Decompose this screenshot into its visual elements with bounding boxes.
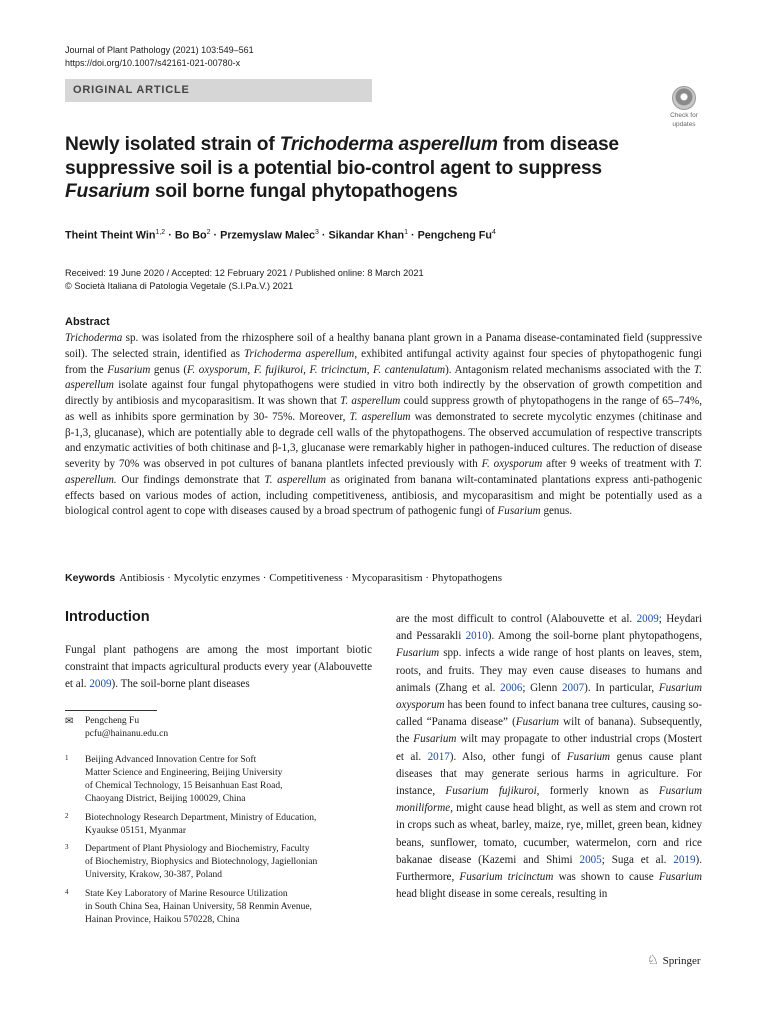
- author-name[interactable]: Przemyslaw Malec: [220, 229, 315, 242]
- keywords-label: Keywords: [65, 572, 116, 584]
- springer-horse-icon: ♘: [647, 952, 659, 967]
- title-text: Newly isolated strain of: [65, 134, 280, 155]
- publication-dates: [65, 267, 424, 293]
- author-name[interactable]: Sikandar Khan: [328, 229, 405, 242]
- publisher-name: Springer: [662, 955, 701, 967]
- author-affiliation: 1: [404, 229, 408, 236]
- citation-link[interactable]: 2019: [673, 853, 696, 866]
- affiliation-number: 3: [65, 843, 69, 851]
- publisher-logo: [647, 952, 701, 968]
- author-name[interactable]: Pengcheng Fu: [417, 229, 492, 242]
- abstract-heading: Abstract: [65, 316, 110, 328]
- introduction-paragraph-left: Fungal plant pathogens are among the most important biotic constraint that impacts agricultural products every year (Alabouvette et al. 2009). The soil-borne plant diseases: [65, 644, 372, 691]
- abstract-body: Trichoderma sp. was isolated from the rhizosphere soil of a healthy banana plant grown in a Panama disease-contaminated field (suppressive soil). The selected strain, identified as Trichoderma asperellum, exhibited antifungal activity against four species of phytopathogenic fungi from the Fusarium genus (F. oxysporum, F. fujikuroi, F. tricinctum, F. cantenulatum). Antagonism related mechanisms associated with the T. asperellum isolate against four fungal phytopathogens were studied in vitro both indirectly by the observation of growth competition and directly by antibiosis and mycoparasitism. It was shown that T. asperellum could suppress growth of phytopathogens in the range of 65–74%, as well as inhibits spore germination by 30- 75%. Moreover, T. asperellum was demonstrated to secrete mycolytic enzymes (chitinase and β-1,3, glucanase), which are potentially able to degrade cell walls of the phytopathogens. The observed accumulation of respective transcripts and enzymatic activities of both chitinase and β-1,3, glucanase were remarkably higher in pathogen-induced cultures. The reduction of disease severity by 70% was observed in pot cultures of banana plantlets infected previously with F. oxysporum after 9 weeks of treatment with T. asperellum. Our findings demonstrate that T. asperellum as originated from banana wilt-contaminated plantations express anti-pathogenic effects based on various modes of action, including competitiveness, antibiosis, and mycoparasitism and might be potentially used as a biological control agent to cope with diseases caused by a broad spectrum of pathogenic fungi of Fusarium genus.: [65, 332, 703, 518]
- author-list: Theint Theint Win$^{1,2}$ · Bo $Bo^2$ · Przemyslaw Malec$^3$ · Sikandar Khan$^1$ · Pengcheng Fu$^4$: [65, 229, 496, 242]
- journal-header: [65, 44, 254, 70]
- author-affiliation: 1,2: [155, 229, 166, 236]
- author-name[interactable]: Bo Bo: [174, 229, 207, 242]
- title-text: from disease suppressive soil is a potential bio-control agent to suppress: [65, 134, 619, 179]
- footnote-divider: [65, 710, 157, 711]
- citation-link[interactable]: 2017: [427, 750, 450, 763]
- title-text: soil borne fungal phytopathogens: [149, 181, 458, 202]
- section-heading-introduction: Introduction: [65, 609, 150, 625]
- citation-link[interactable]: 2005: [579, 853, 602, 866]
- author-name[interactable]: Theint Theint Win: [65, 229, 156, 242]
- affiliation-number: 2: [65, 812, 69, 820]
- correspondence-email[interactable]: pcfu@hainanu.edu.cn: [85, 729, 169, 739]
- published-online: / Published online: 8 March 2021: [287, 268, 424, 278]
- citation-link[interactable]: 2006: [500, 681, 523, 694]
- citation-link[interactable]: 2009: [636, 613, 659, 625]
- title-italic: Trichoderma asperellum: [279, 134, 498, 155]
- correspondence-name: Pengcheng Fu: [85, 716, 140, 726]
- affiliation-number: 1: [65, 754, 69, 762]
- received-accepted: Received: 19 June 2020 / Accepted: 12 February 2021: [65, 268, 288, 278]
- citation-link[interactable]: 2007: [561, 681, 585, 694]
- author-affiliation: 3: [314, 229, 319, 236]
- article-type-label: ORIGINAL ARTICLE: [73, 84, 190, 96]
- affiliation-number: 4: [65, 888, 69, 896]
- keywords: [65, 572, 502, 584]
- title-italic: Fusarium: [65, 181, 150, 202]
- crossmark-label-1: Check for: [670, 112, 698, 119]
- introduction-paragraph-right: are the most difficult to control (Alabouvette et al. 2009; Heydari and Pessarakli 2010). Among the soil-borne plant phytopathogens, Fusarium spp. infects a wide range of host plants on leaves, stem, roots, and fruits. They may even cause diseases to humans and animals (Zhang et al. 2006; Glenn 2007). In particular, Fusarium oxysporum has been found to infect banana tree cultures, causing so-called “Panama disease” (Fusarium wilt of banana). Subsequently, the Fusarium wilt may propagate to other industrial crops (Mostert et al. 2017). Also, other fungi of Fusarium genus cause plant diseases that may generate serious harms in agriculture. For instance, Fusarium fujikuroi, formerly known as Fusarium moniliforme, might cause head blight, as well as stem and crown rot in crops such as wheat, barley, maize, rye, millet, green bean, kidney beans, sunflower, tomato, cucumber, watermelon, corn and rice bakanae disease (Kazemi and Shimi 2005; Suga et al. 2019). Furthermore, Fusarium tricinctum was shown to cause Fusarium head blight disease in some cereals, resulting in: [396, 613, 703, 901]
- copyright: © Società Italiana di Patologia Vegetale (S.I.Pa.V.) 2021: [65, 281, 294, 291]
- citation-link[interactable]: 2010: [465, 630, 488, 643]
- keywords-list: Antibiosis · Mycolytic enzymes · Competitiveness · Mycoparasitism · Phytopathogens: [119, 572, 502, 584]
- crossmark-label-2: updates: [672, 121, 696, 128]
- journal-citation: Journal of Plant Pathology (2021) 103:549–561: [65, 45, 254, 55]
- check-for-updates-badge[interactable]: [664, 86, 704, 128]
- author-affiliation: 4: [491, 229, 496, 236]
- citation-link[interactable]: 2009: [89, 678, 112, 691]
- crossmark-icon: [672, 86, 696, 110]
- article-type-bar: [65, 79, 372, 102]
- envelope-icon: ✉: [65, 716, 74, 727]
- article-title: [65, 133, 665, 204]
- journal-doi[interactable]: https://doi.org/10.1007/s42161-021-00780-x: [65, 58, 241, 68]
- author-affiliation: 2: [206, 229, 211, 236]
